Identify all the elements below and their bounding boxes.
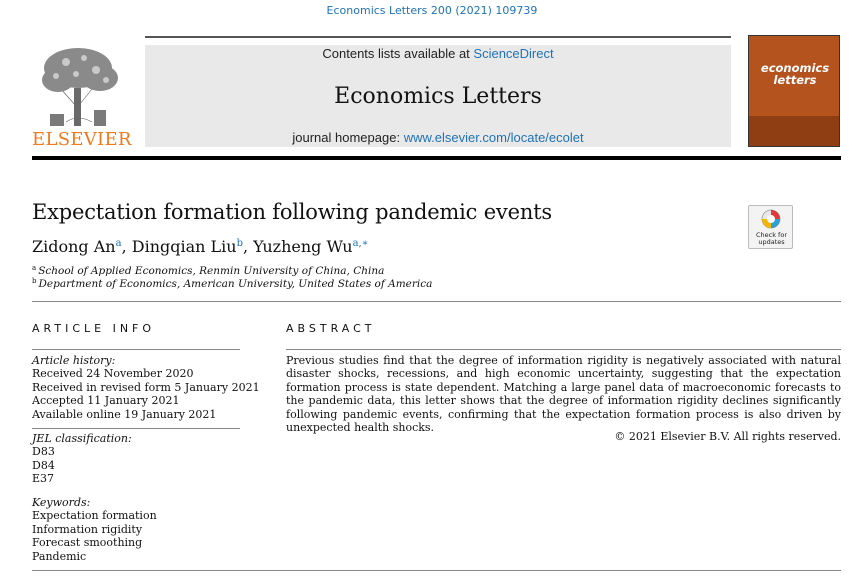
author-name[interactable]: Dingqian Liu xyxy=(131,237,237,256)
contents-line xyxy=(145,46,731,61)
affiliation-b xyxy=(32,277,432,290)
author-list xyxy=(32,237,369,256)
title-block-divider xyxy=(32,301,841,302)
contents-prefix: Contents lists available at xyxy=(322,46,474,61)
keyword-item: Information rigidity xyxy=(32,522,143,536)
jel-code: E37 xyxy=(32,472,55,486)
affiliation-a xyxy=(32,264,384,277)
history-item: Received in revised form 5 January 2021 xyxy=(32,380,260,394)
badge-line1: Check for xyxy=(756,231,787,239)
author-separator: , xyxy=(242,237,254,256)
check-for-updates-label xyxy=(749,232,794,246)
history-item: Available online 19 January 2021 xyxy=(32,407,217,421)
article-history xyxy=(32,354,260,421)
crossmark-icon xyxy=(761,209,781,229)
author-separator: , xyxy=(121,237,132,256)
jel-classification xyxy=(32,432,132,486)
homepage-prefix: journal homepage: xyxy=(292,130,404,145)
author-affiliation-mark[interactable]: a xyxy=(115,238,122,249)
abstract-heading: ABSTRACT xyxy=(286,322,376,335)
affiliation-mark: a xyxy=(32,264,37,272)
history-item: Received 24 November 2020 xyxy=(32,367,194,381)
keyword-item: Forecast smoothing xyxy=(32,536,143,550)
history-divider xyxy=(32,428,240,429)
abstract-rule xyxy=(286,349,841,350)
elsevier-wordmark: ELSEVIER xyxy=(32,129,132,150)
jel-code: D84 xyxy=(32,458,55,472)
bottom-divider xyxy=(32,570,841,571)
affiliation-mark: b xyxy=(32,277,37,285)
elsevier-tree-icon xyxy=(36,44,122,128)
article-title: Expectation formation following pandemic events xyxy=(32,200,552,224)
check-for-updates-button[interactable] xyxy=(748,205,793,249)
article-info-rule xyxy=(32,349,240,350)
affiliation-text: Department of Economics, American University, United States of America xyxy=(38,278,433,290)
jel-label: JEL classification: xyxy=(32,432,132,445)
cover-strip xyxy=(749,116,839,146)
journal-cover[interactable] xyxy=(748,35,840,147)
sciencedirect-link[interactable]: ScienceDirect xyxy=(473,46,554,61)
badge-line2: updates xyxy=(758,238,785,246)
keywords-label: Keywords: xyxy=(32,496,91,509)
masthead-rule xyxy=(145,36,731,38)
abstract-text: Previous studies find that the degree of information rigidity is negatively associated with natural disaster shocks, recessions, and high economic uncertainty, suggesting that the expectation formation process is state dependent. Matching a large panel data of macroeconomic forecasts to the pandemic data, this letter shows that the degree of information rigidity declines significantly following pandemic events, confirming that the expectation formation process is also driven by unexpected health shocks. xyxy=(286,354,841,435)
cover-title-line1: economics xyxy=(760,61,830,75)
keywords-block xyxy=(32,496,157,563)
keyword-item: Expectation formation xyxy=(32,509,157,523)
history-label: Article history: xyxy=(32,354,116,367)
article-info-heading: ARTICLE INFO xyxy=(32,322,156,335)
jel-code: D83 xyxy=(32,445,55,459)
elsevier-logo[interactable] xyxy=(32,44,132,150)
author-name[interactable]: Zidong An xyxy=(32,237,116,256)
journal-title: Economics Letters xyxy=(334,84,542,109)
author-name[interactable]: Yuzheng Wu xyxy=(253,237,353,256)
homepage-link[interactable]: www.elsevier.com/locate/ecolet xyxy=(403,130,584,145)
journal-citation-link[interactable]: Economics Letters 200 (2021) 109739 xyxy=(326,4,538,17)
cover-title xyxy=(755,62,835,86)
homepage-line xyxy=(145,130,731,145)
header-divider xyxy=(32,156,841,160)
cover-title-line2: letters xyxy=(773,73,817,87)
author-affiliation-mark[interactable]: b xyxy=(236,238,243,249)
affiliation-text: School of Applied Economics, Renmin University of China, China xyxy=(38,265,385,277)
keyword-item: Pandemic xyxy=(32,549,87,563)
copyright-notice: © 2021 Elsevier B.V. All rights reserved. xyxy=(614,430,841,443)
history-item: Accepted 11 January 2021 xyxy=(32,394,180,408)
author-affiliation-mark[interactable]: a,∗ xyxy=(352,238,369,249)
